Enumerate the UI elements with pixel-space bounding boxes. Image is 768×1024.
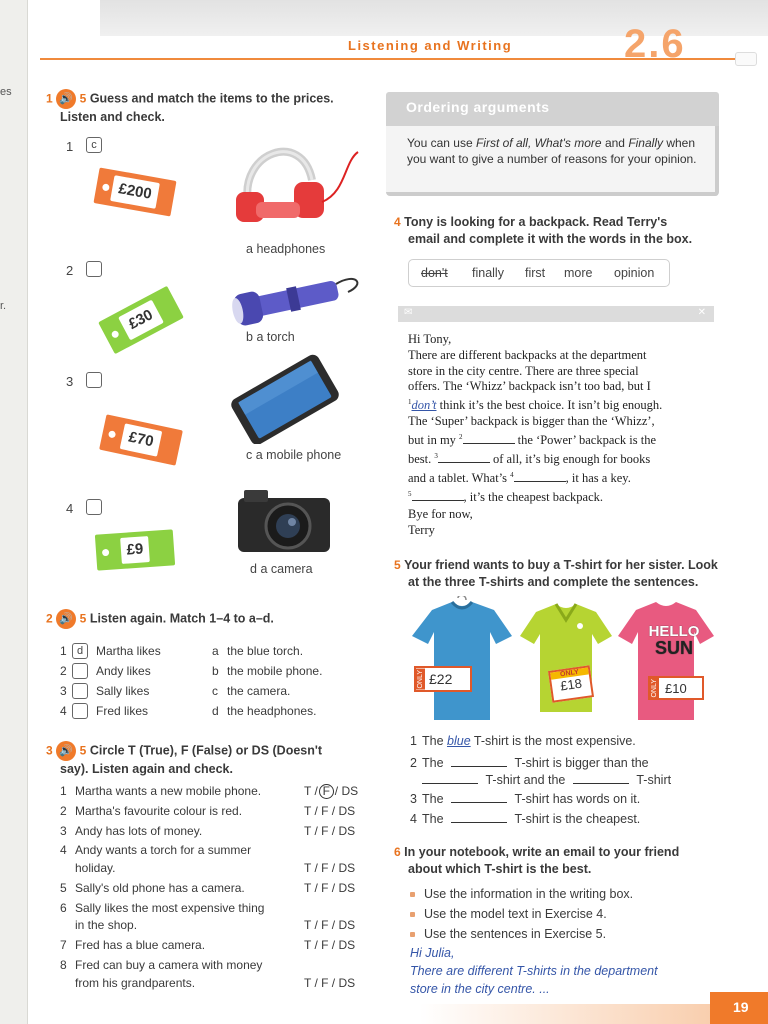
tf-options[interactable]: T / F / DS [304,880,356,895]
match-left-list [60,641,210,721]
price-label: £22 [429,671,453,687]
tf-options[interactable]: T / F / DS [304,860,356,875]
list-item: a the blue torch. [212,644,304,658]
bullet-icon [410,892,415,897]
bullet-item: Use the model text in Exercise 4. [410,904,633,924]
edge-fragment: r. [0,300,7,312]
word-box [408,259,670,287]
gap-blank[interactable] [451,790,507,803]
exercise-1-instruction [46,89,366,126]
bullet-icon [410,912,415,917]
item-caption [246,242,325,256]
track-number: 5 [79,91,87,106]
list-item: 3 Sally likes [60,684,150,698]
instruction-text: Listen again. Match 1–4 to a–d. [89,611,274,626]
page-number: 19 [733,999,749,1015]
instruction-text: about which T-shirt is the best. [408,862,592,876]
answer-box[interactable] [86,499,102,515]
edge-fragment: es [0,86,12,98]
list-item: 2 Martha's favourite colour is red. T / F / DS [60,803,356,818]
price-label: £30 [119,300,164,340]
answer-box[interactable] [72,683,88,699]
email-text: Hi Tony, There are different backpacks at the department store in the city centre. There are three special offers. The ‘Whizz’ backpack isn’t too bad, but I $^1$don’t think it’s the best choice. It isn’t big enough. The ‘Super’ backpack is bigger than the ‘Whizz’, but in my $^2$ the ‘Power’ backpack is the best. $^3$ of all, it’s big enough for books and a tablet. What’s $^4$ , it has a key. $^5$ , it’s the cheapest backpack. Bye for now, Terry [408,332,663,537]
gap-blank[interactable] [573,771,629,784]
caption-text: a camera [260,562,313,576]
instruction-text: Circle T (True), F (False) or DS (Doesn't [89,743,322,758]
bullet-item: Use the sentences in Exercise 5. [410,924,633,944]
exercise-number: 4 [394,215,401,229]
model-answer: Hi Julia, There are different T-shirts in the department store in the city centre. ... [410,946,658,996]
track-number: 5 [79,743,87,758]
item-number: 2 [66,263,74,278]
price-label: £9 [120,536,150,564]
track-number: 5 [79,611,87,626]
bullet-item: Use the information in the writing box. [410,884,633,904]
tshirt-print: HELLO SUN [648,623,700,658]
caption-letter: c [246,448,253,462]
price-tag: ONLY £22 [414,666,472,692]
instruction-text: In your notebook, write an email to your friend [404,845,680,859]
price-label: £18 [559,675,583,694]
list-item: 1 d Martha likes [60,644,161,658]
sentence-3: 3 The T-shirt has words on it. [410,792,641,806]
close-icon[interactable]: ✕ [697,307,706,318]
gap-blank[interactable] [412,500,464,501]
instruction-text: Listen and check. [60,110,165,124]
price-tag: ONLY £10 [648,676,704,700]
gap-blank[interactable] [422,771,478,784]
instruction-text: Guess and match the items to the prices. [89,91,334,106]
audio-icon[interactable]: 🔊 [56,89,76,109]
caption-letter: b [246,330,253,344]
list-item: 1 Martha wants a new mobile phone. T / F / DS [60,784,359,798]
answer-box[interactable]: c [86,137,102,153]
section-title: Listening and Writing [348,38,513,53]
match-right-list [212,641,362,721]
list-item: 5 Sally's old phone has a camera. T / F / DS [60,880,356,895]
camera-image [234,484,334,556]
answer-box[interactable] [86,261,102,277]
item-caption [250,562,313,576]
tf-options[interactable]: T / F / DS [304,823,356,838]
word-option: don't [421,266,448,280]
list-item: 6 Sally likes the most expensive thing in the shop. T / F / DS [60,900,356,933]
tf-options[interactable]: T / F / DS [304,918,356,933]
instruction-text: Your friend wants to buy a T-shirt for her sister. Look [404,558,718,572]
price-tag [93,527,178,573]
audio-icon[interactable]: 🔊 [56,741,76,761]
caption-text: headphones [256,242,326,256]
bullet-list [410,884,633,944]
exercise-number: 1 [46,91,53,106]
price-label: £10 [665,680,687,696]
list-item: 3 Andy has lots of money. T / F / DS [60,823,356,838]
tf-options[interactable]: T / F / DS [304,803,356,818]
caption-text: a torch [256,330,295,344]
gap-blank[interactable] [514,481,566,482]
mobile-phone-image [226,352,342,444]
word-option: more [564,266,593,280]
true-false-list [60,784,368,996]
exercise-3-instruction [46,741,366,778]
torch-image [228,266,368,326]
tip-box-title: Ordering arguments [406,99,550,115]
tshirts-image [408,596,718,726]
tf-options[interactable]: T / F / DS [304,938,356,953]
sentence-1: 1 The blue T-shirt is the most expensive. [410,734,636,748]
price-label: £70 [120,423,162,456]
gap-blank[interactable] [463,443,515,444]
answer-box[interactable] [72,703,88,719]
list-item: 8 Fred can buy a camera with money from his grandparents. T / F / DS [60,958,356,990]
item-caption [246,330,295,344]
exercise-number: 2 [46,611,53,626]
list-item: 2 Andy likes [60,664,151,678]
headphones-image [226,132,366,232]
exercise-number: 5 [394,558,401,572]
word-option: first [525,266,546,280]
tip-box-text: You can use First of all, What's more and Finally when you want to give a number of reasons for your opinion. [407,136,697,166]
instruction-text: say). Listen again and check. [60,762,233,776]
previous-page-edge [0,0,28,1024]
email-window-bar [398,306,714,322]
item-number: 1 [66,139,74,154]
list-item: d the headphones. [212,704,317,718]
sentence-4: 4 The T-shirt is the cheapest. [410,812,641,826]
circled-answer[interactable]: F [319,784,334,799]
exercise-5-instruction [394,557,734,591]
envelope-icon: ✉ [404,307,413,318]
list-item: b the mobile phone. [212,664,323,678]
gap-blank[interactable] [451,810,507,823]
corner-tab [735,52,757,66]
caption-letter: a [246,242,253,256]
sentence-2: 2 The T-shirt is bigger than the [410,756,649,770]
list-item: 4 Fred likes [60,704,149,718]
caption-text: a mobile phone [255,448,342,462]
answer-box[interactable] [72,663,88,679]
answer-box[interactable] [86,372,102,388]
caption-letter: d [250,562,257,576]
word-option: finally [472,266,504,280]
answer-box[interactable]: d [72,643,88,659]
bullet-icon [410,932,415,937]
list-item: c the camera. [212,684,291,698]
exercise-2-instruction [46,609,366,629]
word-option: opinion [614,266,655,280]
footer-glow [420,1004,710,1024]
exercise-6-instruction [394,844,724,878]
list-item: 4 Andy wants a torch for a summer holiday. T / F / DS [60,843,356,875]
tf-options[interactable]: T / F / DS [304,975,356,990]
unit-number: 2.6 [624,22,686,66]
gap-blank[interactable] [451,754,507,767]
item-caption [246,448,341,462]
audio-icon[interactable]: 🔊 [56,609,76,629]
item-number: 3 [66,374,74,389]
tf-options: T / F / DS [304,784,359,798]
exercise-number: 6 [394,845,401,859]
sentence-2-cont: T-shirt and the T-shirt [422,771,671,787]
instruction-text: at the three T-shirts and complete the sentences. [408,575,699,589]
price-label: £200 [110,175,159,208]
gap-blank[interactable] [438,462,490,463]
filled-answer[interactable]: don’t [411,398,437,413]
item-number: 4 [66,501,74,516]
instruction-text: email and complete it with the words in the box. [408,232,693,246]
filled-answer[interactable]: blue [447,734,471,748]
list-item: 7 Fred has a blue camera. T / F / DS [60,938,356,953]
exercise-4-instruction [394,214,724,248]
instruction-text: Tony is looking for a backpack. Read Terry's [404,215,668,229]
exercise-number: 3 [46,743,53,758]
price-tag: ONLY £18 [548,665,594,703]
